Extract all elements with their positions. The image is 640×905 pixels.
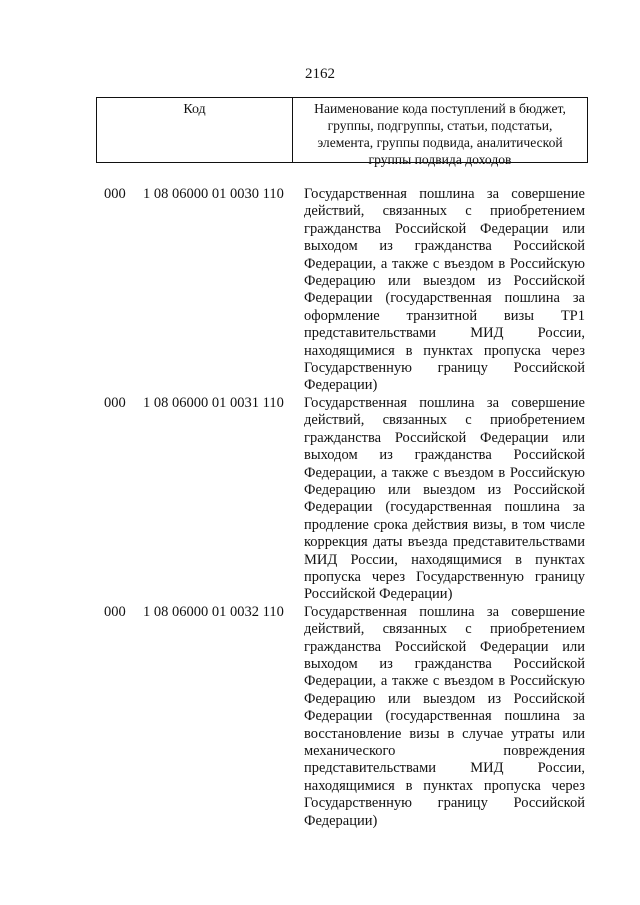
income-code-list [0, 186, 640, 830]
admin-code: 000 [104, 394, 126, 411]
list-item [0, 395, 640, 604]
income-code: 1 08 06000 01 0030 110 [143, 186, 284, 202]
admin-code: 000 [104, 186, 126, 202]
admin-code: 000 [104, 603, 126, 620]
list-item [0, 186, 640, 395]
income-code: 1 08 06000 01 0031 110 [143, 394, 284, 411]
income-description: Государственная пошлина за совершение действий, связанных с приобретением гражданства Российской Федерации или выходом из гражданства Российской Федерации, а также с въездом в Российскую Федерацию или выездом из Российской Федерации (государственная пошлина за оформление транзитной визы ТР1 представительствами МИД России, находящимися в пунктах пропуска через Государственную границу Российской Федерации) [304, 186, 585, 394]
income-description: Государственная пошлина за совершение действий, связанных с приобретением гражданства Российской Федерации или выходом из гражданства Российской Федерации, а также с въездом в Российскую Федерацию или выездом из Российской Федерации (государственная пошлина за восстановление визы в случае утраты или механического повреждения представительствами МИД России, находящимися в пунктах пропуска через Государственную границу Российской Федерации) [304, 603, 585, 829]
income-description: Государственная пошлина за совершение действий, связанных с приобретением гражданства Российской Федерации или выходом из гражданства Российской Федерации, а также с въездом в Российскую Федерацию или выездом из Российской Федерации (государственная пошлина за продление срока действия визы, в том числе коррекция даты въезда представительствами МИД России, находящимися в пунктах пропуска через Государственную границу Российской Федерации) [304, 394, 585, 603]
page-number: 2162 [305, 66, 335, 82]
header-code-label: Код [97, 98, 293, 162]
list-item [0, 604, 640, 830]
header-table [96, 97, 588, 167]
income-code: 1 08 06000 01 0032 110 [143, 603, 284, 620]
header-name-label: Наименование кода поступлений в бюджет, группы, подгруппы, статьи, подстатьи, элемента, группы подвида, аналитической группы подвида доходов [314, 101, 566, 167]
